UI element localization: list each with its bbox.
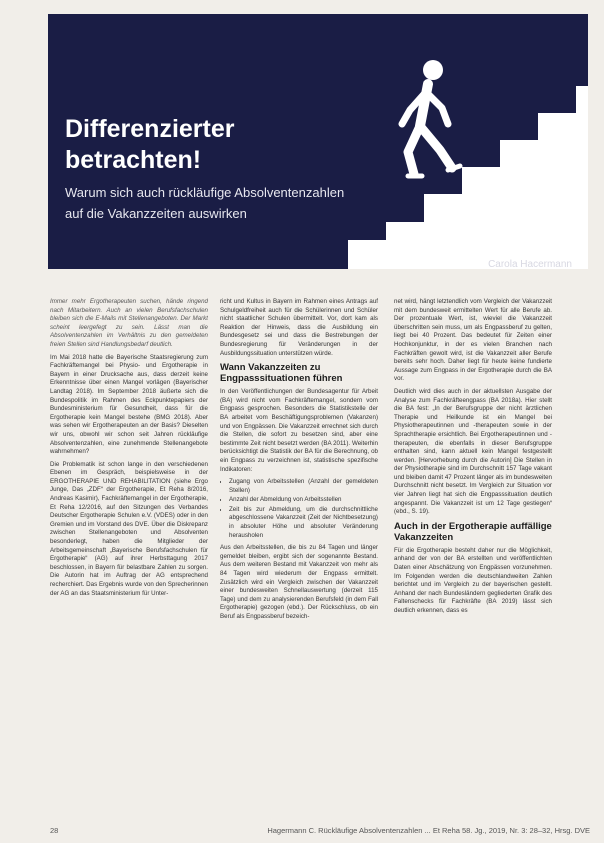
- body-paragraph: Aus den Arbeitsstellen, die bis zu 84 Tagen und länger gemeldet bleiben, ergibt sich der sogenannte Bestand. Aus dem weiteren Bestand mit Vakanzzeit von mehr als 84 Tagen wird wiederum der Engpass ermittelt. Zusätzlich wird ein Vergleich zwischen der Vakanzzeit einer bundesweiten Schnellauswertung (derzeit 115 Tage) und dem zu analysierenden Berufsfeld (in dem Fall Ergotherapie) gezogen (ebd.). Der Rückschluss, ob ein Beruf als Engpassberuf bezeich-: [220, 544, 378, 620]
- body-paragraph: In den Veröffentlichungen der Bundesagentur für Arbeit (BA) wird nicht vom Fachkräftemangel, sondern vom Engpass gesprochen. Besonders die Statistikstelle der BA arbeitet vom Beschäftigungsproblemen (Vakanzen) und von Engpässen. Die Vakanzzeit errechnet sich durch die Stellen, die sofort zu besetzen sind, aber eine bestimmte Zeit nicht besetzt werden (BA 2011). Weiterhin berücksichtigt die Statistik der BA für die Berechnung, ob ein Engpass zu verzeichnen ist, statistische spezifische Indikatoren:: [220, 388, 378, 473]
- section-heading: Auch in der Ergotherapie auffällige Vakanzzeiten: [394, 520, 552, 543]
- list-item: • Anzahl der Abmeldung von Arbeitsstellen: [229, 496, 378, 505]
- section-heading: Wann Vakanzzeiten zu Engpasssituationen führen: [220, 362, 343, 385]
- body-paragraph: Die Problematik ist schon lange in den verschiedenen Ebenen im Gespräch, beispielsweise in der ERGOTHERAPIE UND REHABILITATION (siehe Ergo Junge, Das „ZDF“ der Ergotherapie, Et Reha 8/2016, Andreas Kasimir), Fachkräftemangel in der Ergotherapie, Et Reha 12/2016, auf den Sitzungen des Verbandes Deutscher Ergotherapie Schulen e.V. (VDES) oder in den Gremien und im Vorstand des DVE. Über die Diskrepanz zwischen Stellenangeboten und Absolventen besonderlegt, haben die Mitglieder der Arbeitsgemeinschaft „Bayerische Berufsfachschulen für Ergotherapie“ (AG) auf ihrer Herbsttagung 2017 beschlossen, in Bayern für belastbare Zahlen zu sorgen. Die Autorin hat im Auftrag der AG entsprechend recherchiert. Das Ergebnis wurde von den Sprecherinnen der AG an das Staatsministerium für Unter-: [50, 460, 208, 597]
- citation-line: Hagermann C. Rückläufige Absolventenzahlen ... Et Reha 58. Jg., 2019, Nr. 3: 28–32, Hrsg. DVE: [267, 826, 590, 835]
- text-column-2: [220, 298, 378, 813]
- article-subtitle: [65, 182, 365, 224]
- article-title: [65, 114, 365, 176]
- body-paragraph: richt und Kultus in Bayern im Rahmen eines Antrags auf Schulgeldfreiheit auch für die Schülerinnen und Schüler nicht staatlicher Schulen übermittelt. Vor, dort kam als Reaktion der Hinweis, dass die Ausbildung ein Bundesgesetz sei und dass die Bestrebungen der Bundesregierung für Veränderungen in der Ausbildungssituation unterstützen würde.: [220, 298, 378, 357]
- intro-paragraph: Immer mehr Ergotherapeuten suchen, hände ringend nach Mitarbeitern. Auch an vielen Berufsfachschulen bleiben sich die E-Mails mit Stellenangeboten. Der Markt scheint leergefegt zu sein. Lässt man die Absolventenzahlen im Verhältnis zu den gemeldeten freien Stellen sind Handlungsbedarf deutlich.: [50, 298, 208, 348]
- text-column-1: [50, 298, 208, 813]
- title-line-1: Differenzierter: [65, 115, 235, 143]
- indicator-list: [220, 478, 378, 540]
- text-column-3: [394, 298, 552, 813]
- subtitle-line-1: Warum sich auch rückläufige Absolventenzahlen: [65, 185, 345, 200]
- author-name: Carola Hacermann: [488, 259, 572, 269]
- list-item: • Zeit bis zur Abmeldung, um die durchschnittliche abgeschlossene Vakanzzeit (Zeit der Nichtbesetzung) in absoluter Höhe und absoluter Veränderung herausholen: [229, 506, 378, 540]
- body-paragraph: Für die Ergotherapie besteht daher nur die Möglichkeit, anhand der von der BA erstellten und veröffentlichten Daten einer Abschätzung von Engpässen vorzunehmen. Im Folgenden werden die deutschlandweiten Zahlen berichtet und im Vergleich zu der bayerischen gestellt. Anhand der nach Bundesländern gegliederten Grafik des Faltenschecks für Fachkräfte (BA 2019) lässt sich deutlich erkennen, dass es: [394, 546, 552, 614]
- body-paragraph: Deutlich wird dies auch in der aktuellsten Ausgabe der Analyse zum Fachkräfteengpass (BA 2018a). Hier stellt die BA fest: „In der Berufsgruppe der nicht ärztlichen Therapie und Heilkunde ist ein Mangel bei Physiotherapeutinnen und -therapeuten sowie in der Sprachtherapie ersichtlich. Bei Ergotherapeutinnen und -therapeuten, die ebenfalls in dieser Berufsgruppe enthalten sind, kann aktuell kein Mangel festgestellt werden. [Hervorhebung durch die Autorin] Die Stellen in der Physiotherapie sind im Durchschnitt 157 Tage vakant und bleiben damit 47 Prozent länger als im bundesweiten Durchschnitt nicht besetzt. Im Vergleich zur Situation vor vier Jahren liegt hat sich die Engpasssituation deutlich angespannt. Die Vakanzzeit ist um 12 Tage gestiegen“ (ebd., S. 19).: [394, 387, 552, 516]
- page-number: 28: [50, 826, 59, 835]
- article-banner: [48, 14, 588, 269]
- subtitle-line-2: auf die Vakanzzeiten auswirken: [65, 206, 247, 221]
- title-line-2: betrachten!: [65, 146, 202, 174]
- list-item: • Zugang von Arbeitsstellen (Anzahl der gemeldeten Stellen): [229, 478, 378, 495]
- body-paragraph: Im Mai 2018 hatte die Bayerische Staatsregierung zum Fachkräftemangel bei Physio- und Ergotherapie in Bayern in einer Drucksache aus, dass derzeit keine Erkenntnisse über einen Mangel vorlägen (Bayerischer Landtag 2018). Im September 2018 äußerte sich die Bundespolitik im Rahmen des Eckpunktepapiers der Bundesministerium für Gesundheit, dass für die Ergotherapie kein Mangel bestehe (BMG 2018). Aber was sehen wir Ergotherapeuten an der Basis? Dieselten wir uns, obwohl wir schon seit Jahren rückläufige Absolventenzahlen, eine zunehmende Stellenangebote wahrnehmen?: [50, 353, 208, 456]
- body-paragraph: net wird, hängt letztendlich vom Vergleich der Vakanzzeit mit dem bundesweit ermittelten Wert für alle Berufe ab. Der prozentuale Wert, ist, wieviel die Vakanzzeit überschritten sein muss, um als Engpassberuf zu gelten, liegt bei 40 Prozent. Das bedeutet für Zeiten einer Hochkonjunktur, in der es vielen Branchen nach Fachkräften gewolt wird, ist die Vakanzzeit aller Berufe bereits sehr hoch. Daher liegt für heute keine fundierte Aussage zum Engpass in der Ergotherapie durch die BA vor.: [394, 298, 552, 383]
